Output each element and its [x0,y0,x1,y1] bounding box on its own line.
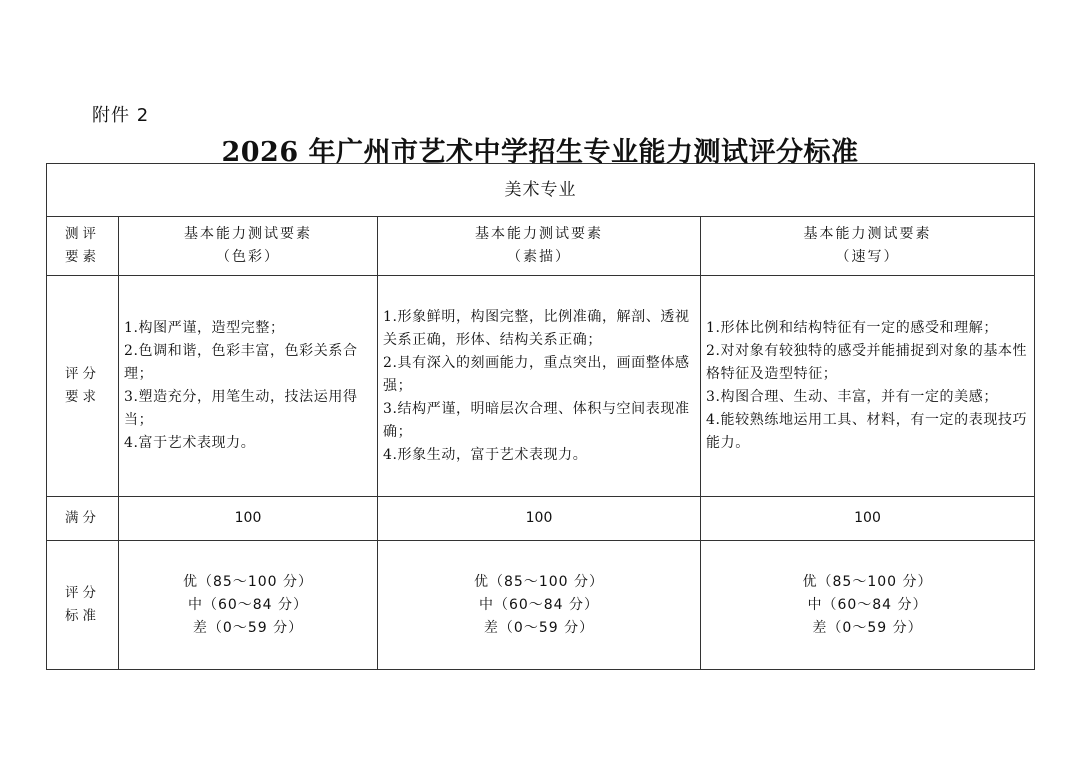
requirements-sketch: 1.形象鲜明，构图完整，比例准确，解剖、透视关系正确，形体、结构关系正确； 2.具有深入的刻画能力，重点突出，画面整体感强； 3.结构严谨，明暗层次合理、体积与空间表现准确； 4.形象生动，富于艺术表现力。 [378,276,701,497]
row-label-requirements: 评分 要求 [47,276,119,497]
standard-color: 优（85～100 分） 中（60～84 分） 差（0～59 分） [119,541,378,670]
attachment-label: 附件 2 [92,105,150,126]
header-row [47,217,1035,276]
scoring-table [46,163,1035,670]
requirements-quick-sketch: 1.形体比例和结构特征有一定的感受和理解； 2.对对象有较独特的感受并能捕捉到对象的基本性格特征及造型特征； 3.构图合理、生动、丰富，并有一定的美感； 4.能较熟练地运用工具、材料，有一定的表现技巧能力。 [701,276,1035,497]
row-label-elements: 测评 要素 [47,217,119,276]
column-header-sketch: 基本能力测试要素 （素描） [378,217,701,276]
standard-quick-sketch: 优（85～100 分） 中（60～84 分） 差（0～59 分） [701,541,1035,670]
requirements-color: 1.构图严谨，造型完整； 2.色调和谐，色彩丰富，色彩关系合理； 3.塑造充分，用笔生动，技法运用得当； 4.富于艺术表现力。 [119,276,378,497]
row-label-standard: 评分 标准 [47,541,119,670]
column-header-quick-sketch: 基本能力测试要素 （速写） [701,217,1035,276]
standard-sketch: 优（85～100 分） 中（60～84 分） 差（0～59 分） [378,541,701,670]
full-score-row [47,497,1035,541]
section-title: 美术专业 [47,164,1035,217]
row-label-full-score: 满分 [47,497,119,541]
page-title: 2026 年广州市艺术中学招生专业能力测试评分标准 [221,137,859,168]
full-score-quick-sketch: 100 [701,497,1035,541]
column-header-color: 基本能力测试要素 （色彩） [119,217,378,276]
full-score-color: 100 [119,497,378,541]
full-score-sketch: 100 [378,497,701,541]
requirements-row [47,276,1035,497]
standard-row [47,541,1035,670]
section-row [47,164,1035,217]
